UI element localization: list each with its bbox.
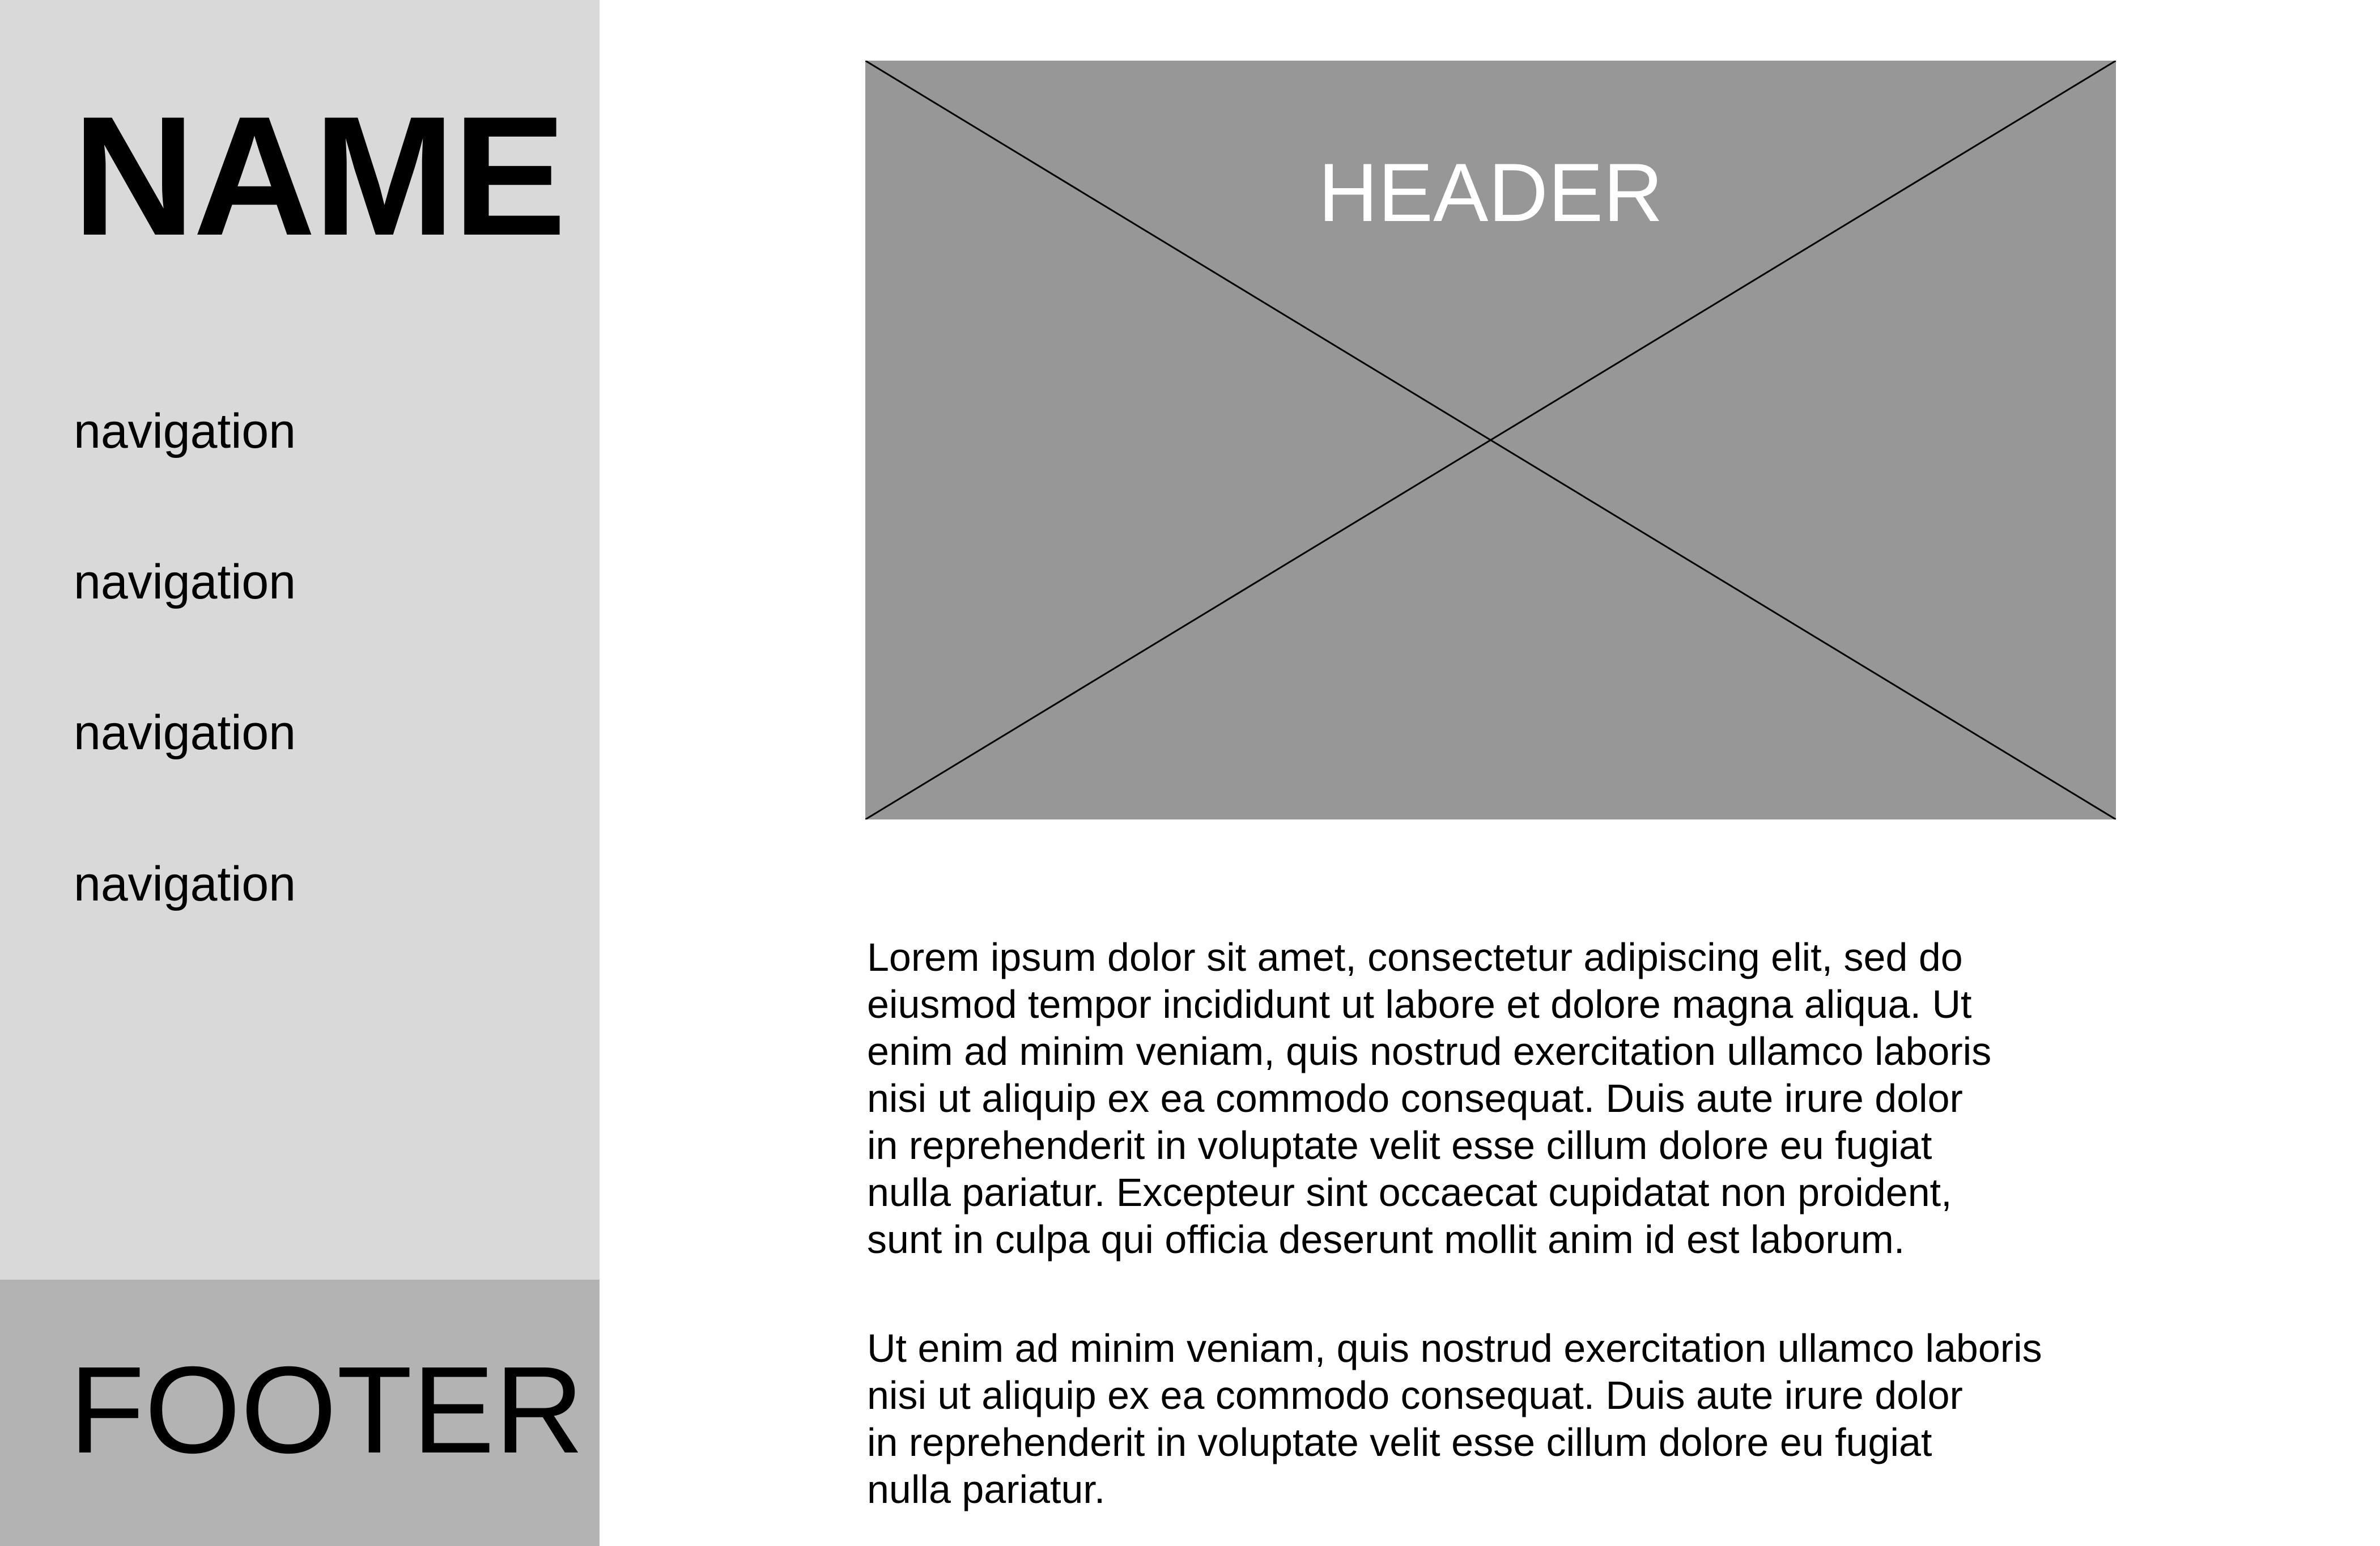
paragraph-line: nulla pariatur. Excepteur sint occaecat cupidatat non proident, [867,1170,1952,1214]
paragraph-line: in reprehenderit in voluptate velit esse cillum dolore eu fugiat [867,1420,1932,1464]
paragraph-1 [867,934,2170,1263]
sidebar [0,0,600,1280]
nav-item-4[interactable]: navigation [74,857,296,911]
paragraph-line: enim ad minim veniam, quis nostrud exercitation ullamco laboris [867,1029,1992,1073]
footer-label: FOOTER [69,1341,584,1479]
paragraph-line: eiusmod tempor incididunt ut labore et dolore magna aliqua. Ut [867,982,1972,1026]
paragraph-line: nulla pariatur. [867,1467,1106,1511]
header-label: HEADER [1318,146,1663,239]
nav-item-3[interactable]: navigation [74,706,296,760]
paragraph-line: sunt in culpa qui officia deserunt mollit anim id est laborum. [867,1217,1905,1262]
nav-item-1[interactable]: navigation [74,404,296,458]
paragraph-line: Lorem ipsum dolor sit amet, consectetur adipiscing elit, sed do [867,935,1963,979]
nav-item-2[interactable]: navigation [74,555,296,609]
header-image-placeholder [865,61,2116,819]
footer [0,1280,600,1546]
paragraph-line: nisi ut aliquip ex ea commodo consequat. Duis aute irure dolor [867,1076,1963,1120]
paragraph-line: Ut enim ad minim veniam, quis nostrud exercitation ullamco laboris [867,1326,2042,1370]
paragraph-line: in reprehenderit in voluptate velit esse cillum dolore eu fugiat [867,1123,1932,1167]
site-name: NAME [73,80,564,271]
paragraph-2 [867,1325,2170,1513]
paragraph-line: nisi ut aliquip ex ea commodo consequat. Duis aute irure dolor [867,1373,1963,1417]
